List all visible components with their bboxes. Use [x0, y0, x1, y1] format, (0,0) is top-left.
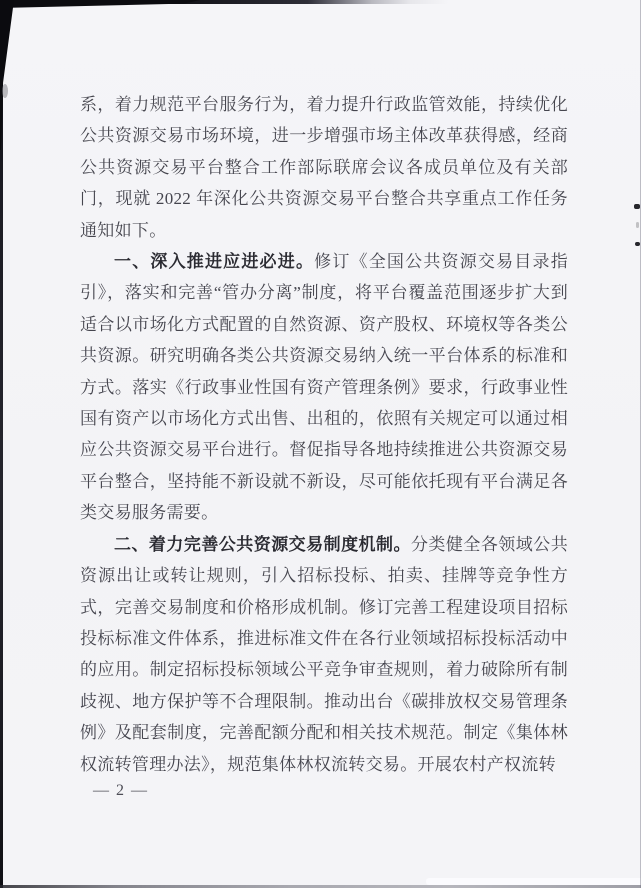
scan-artifact-speck	[634, 204, 640, 209]
scan-light-band-bottom	[426, 878, 641, 885]
paragraph-text: 分类健全各领域公共资源出让或转让规则，引入招标投标、拍卖、挂牌等竞争性方式，完善交易制度和价格形成机制。修订完善工程建设项目招标投标标准文件体系，推进标准文件在各行业领域招标投标活动中的应用。制定招标投标领域公平竞争审查规则，着力破除所有制歧视、地方保护等不合理限制。推动出台《碳排放权交易管理条例》及配套制度，完善配额分配和相关技术规范。制定《集体林权流转管理办法》，规范集体林权流转交易。开展农村产权流转	[80, 534, 568, 774]
paragraph	[80, 529, 568, 780]
paragraph-text: 系，着力规范平台服务行为，着力提升行政监管效能，持续优化公共资源交易市场环境，进一步增强市场主体改革获得感，经商公共资源交易平台整合工作部际联席会议各成员单位及有关部门，现就 2022 年深化公共资源交易平台整合共享重点工作任务通知如下。	[80, 95, 568, 240]
document-text-block	[80, 89, 568, 780]
paragraph	[80, 89, 568, 246]
paragraph-heading: 一、深入推进应进必进。	[114, 252, 315, 272]
paragraph	[80, 246, 568, 529]
paragraph-heading: 二、着力完善公共资源交易制度机制。	[114, 534, 411, 554]
paragraph-text: 修订《全国公共资源交易目录指引》，落实和完善“管办分离”制度，将平台覆盖范围逐步扩大到适合以市场化方式配置的自然资源、资产股权、环境权等各类公共资源。研究明确各类公共资源交易纳入统一平台体系的标准和方式。落实《行政事业性国有资产管理条例》要求，行政事业性国有资产以市场化方式出售、出租的，依照有关规定可以通过相应公共资源交易平台进行。督促指导各地持续推进公共资源交易平台整合，坚持能不新设就不新设，尽可能依托现有平台满足各类交易服务需要。	[80, 252, 568, 523]
scan-edge-top-thick	[0, 0, 200, 8]
page-number: — 2 —	[93, 782, 149, 799]
scan-artifact-speck	[636, 222, 639, 228]
scan-smudge-left	[2, 84, 8, 98]
scan-artifact-speck	[635, 242, 640, 246]
